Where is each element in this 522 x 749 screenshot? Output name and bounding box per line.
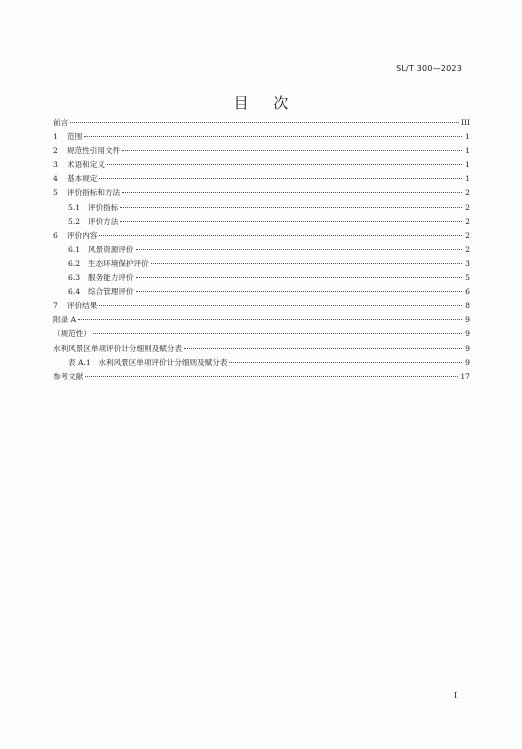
toc-dot-leader (120, 207, 462, 208)
toc-entry[interactable] (53, 130, 470, 144)
toc-entry-page: 9 (465, 357, 470, 367)
table-of-contents (53, 116, 470, 384)
toc-entry-label: （规范性） (53, 329, 91, 339)
toc-entry-number: 6.4 (68, 287, 81, 297)
toc-entry-label: 参考文献 (53, 371, 84, 381)
toc-entry[interactable] (53, 285, 470, 299)
toc-entry-page: 8 (465, 301, 470, 311)
toc-entry-label: 术语和定义 (67, 160, 105, 170)
toc-entry-label: 基本规定 (67, 174, 98, 184)
toc-entry-label: 范围 (67, 132, 83, 142)
toc-entry-page: 17 (460, 371, 470, 381)
toc-dot-leader (70, 122, 459, 123)
toc-entry[interactable] (53, 257, 470, 271)
toc-entry-label: 附录 A (53, 315, 77, 325)
toc-entry[interactable] (53, 243, 470, 257)
toc-entry-number: 6.1 (68, 244, 81, 254)
toc-entry-label: 评价结果 (67, 301, 98, 311)
toc-entry[interactable] (53, 144, 470, 158)
toc-entry-number: 3 (53, 160, 58, 170)
toc-entry-number: 2 (53, 146, 58, 156)
toc-entry-label: 表 A.1 水利风景区单项评价计分细则及赋分表 (68, 357, 228, 367)
toc-dot-leader (78, 319, 462, 320)
toc-entry-page: 1 (465, 146, 470, 156)
toc-entry[interactable] (53, 342, 470, 356)
toc-entry-page: 6 (465, 287, 470, 297)
toc-dot-leader (151, 263, 462, 264)
toc-entry[interactable] (53, 370, 470, 384)
toc-entry-page: 2 (465, 244, 470, 254)
toc-entry-page: 2 (465, 230, 470, 240)
toc-dot-leader (136, 277, 462, 278)
toc-entry-page: 2 (465, 202, 470, 212)
toc-entry-label: 服务能力评价 (88, 273, 134, 283)
toc-entry-page: 2 (465, 216, 470, 226)
page-title: 目 次 (233, 94, 299, 112)
toc-entry[interactable] (53, 116, 470, 130)
toc-dot-leader (107, 164, 462, 165)
toc-dot-leader (99, 178, 462, 179)
toc-entry[interactable] (53, 313, 470, 327)
toc-entry-label: 风景资源评价 (88, 244, 134, 254)
toc-entry-number: 6.3 (68, 273, 81, 283)
toc-entry-label: 评价方法 (88, 216, 119, 226)
toc-entry-page: 9 (465, 329, 470, 339)
toc-dot-leader (184, 348, 462, 349)
toc-entry[interactable] (53, 229, 470, 243)
toc-entry-page: 1 (465, 174, 470, 184)
toc-dot-leader (122, 150, 462, 151)
toc-entry-page: III (461, 118, 470, 127)
toc-entry[interactable] (53, 158, 470, 172)
toc-dot-leader (99, 305, 462, 306)
toc-entry-label: 综合管理评价 (88, 287, 134, 297)
toc-dot-leader (85, 376, 458, 377)
toc-entry-number: 5.1 (68, 202, 81, 212)
toc-entry-number: 1 (53, 132, 58, 142)
toc-entry-page: 1 (465, 160, 470, 170)
toc-entry-number: 5.2 (68, 216, 81, 226)
toc-entry-page: 2 (465, 188, 470, 198)
toc-entry-number: 6.2 (68, 258, 81, 268)
toc-entry-number: 4 (53, 174, 58, 184)
toc-dot-leader (93, 333, 462, 334)
toc-entry[interactable] (53, 172, 470, 186)
toc-entry-page: 9 (465, 343, 470, 353)
toc-entry-page: 1 (465, 132, 470, 142)
toc-entry-label: 规范性引用文件 (67, 146, 121, 156)
toc-entry-page: 9 (465, 315, 470, 325)
toc-entry[interactable] (53, 327, 470, 341)
toc-entry-number: 5 (53, 188, 58, 198)
toc-dot-leader (122, 192, 462, 193)
toc-entry-label: 评价指标和方法 (67, 188, 121, 198)
toc-dot-leader (120, 221, 462, 222)
toc-entry[interactable] (53, 299, 470, 313)
toc-entry-page: 3 (465, 258, 470, 268)
toc-entry-label: 评价指标 (88, 202, 119, 212)
toc-entry-page: 5 (465, 273, 470, 283)
toc-entry-label: 水利风景区单项评价计分细则及赋分表 (53, 343, 183, 353)
toc-entry-number: 7 (53, 301, 58, 311)
toc-dot-leader (136, 291, 462, 292)
toc-entry[interactable] (53, 356, 470, 370)
page-number: I (454, 691, 458, 700)
standard-code: SL/T 300—2023 (396, 64, 462, 73)
toc-dot-leader (84, 136, 462, 137)
toc-dot-leader (99, 235, 462, 236)
toc-entry[interactable] (53, 271, 470, 285)
toc-entry-label: 评价内容 (67, 230, 98, 240)
toc-dot-leader (229, 362, 462, 363)
toc-entry[interactable] (53, 201, 470, 215)
toc-dot-leader (136, 249, 462, 250)
toc-entry-label: 前言 (53, 118, 69, 127)
toc-entry[interactable] (53, 186, 470, 200)
toc-entry-number: 6 (53, 230, 58, 240)
toc-entry-label: 生态环境保护评价 (88, 258, 149, 268)
toc-entry[interactable] (53, 215, 470, 229)
